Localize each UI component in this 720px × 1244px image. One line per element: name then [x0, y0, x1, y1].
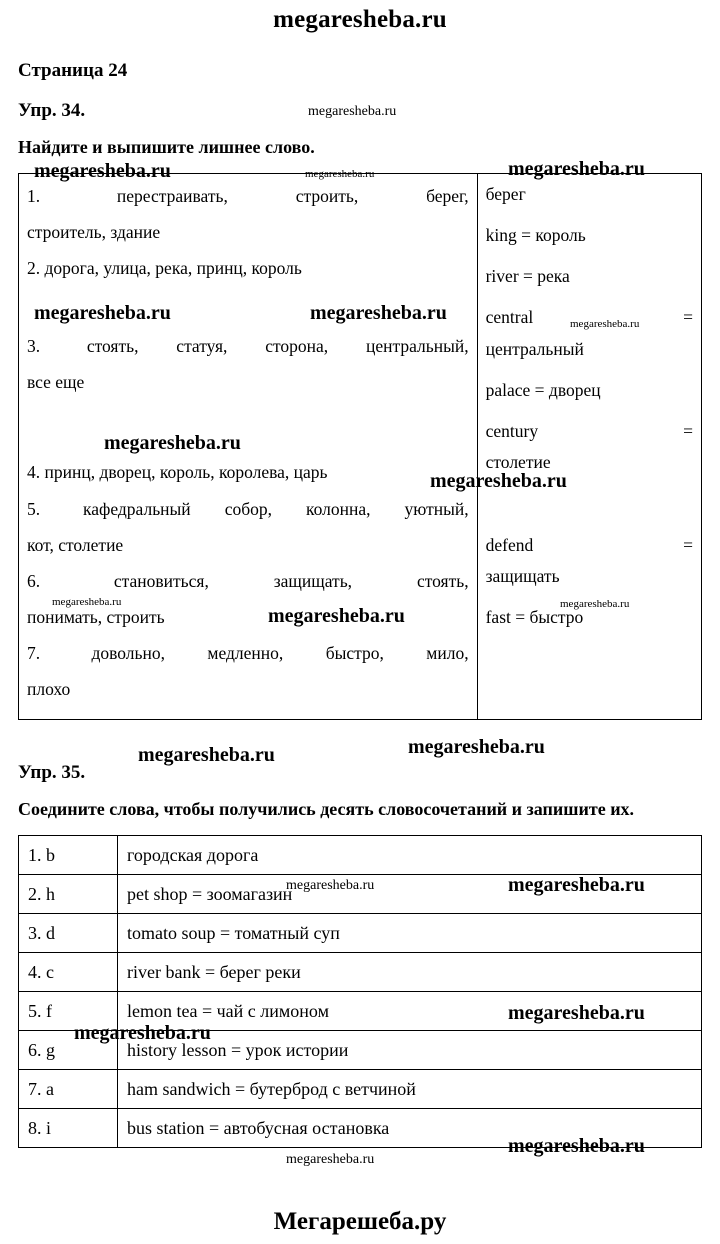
row-key: 6. g [19, 1031, 118, 1070]
row-key: 4. c [19, 953, 118, 992]
exercise-34-words-cell [19, 174, 478, 720]
row-value: городская дорога [118, 836, 702, 875]
list-item-cont: понимать, строить [27, 606, 165, 627]
watermark-text: megaresheba.ru [74, 1022, 211, 1044]
item-text: становиться, защищать, стоять, [113, 570, 469, 591]
translation-item: king = король [485, 225, 586, 246]
translation-en: defend [485, 535, 534, 555]
watermark-text: megaresheba.ru [305, 168, 375, 180]
item-number: 2. [27, 258, 41, 279]
row-key: 8. i [19, 1109, 118, 1148]
exercise-34-title: Упр. 34. [18, 100, 86, 121]
site-header: megaresheba.ru [273, 6, 447, 33]
table-row [19, 992, 702, 1031]
watermark-text: megaresheba.ru [34, 160, 171, 182]
table-row [19, 1109, 702, 1148]
translation-item [486, 532, 693, 559]
list-item-cont: все еще [27, 372, 85, 393]
equals-sign: = [683, 307, 693, 328]
watermark-text: megaresheba.ru [52, 596, 122, 608]
watermark-text: megaresheba.ru [508, 158, 645, 180]
item-number: 1. [27, 186, 41, 206]
row-value: river bank = берег реки [118, 953, 702, 992]
watermark-text: megaresheba.ru [408, 736, 545, 758]
row-value: bus station = автобусная остановка [118, 1109, 702, 1148]
row-key: 1. b [19, 836, 118, 875]
row-key: 7. a [19, 1070, 118, 1109]
item-text: кафедральный собор, колонна, уютный, [83, 498, 469, 519]
table-row [19, 174, 702, 720]
watermark-text: megaresheba.ru [310, 302, 447, 324]
watermark-text: megaresheba.ru [570, 318, 640, 330]
list-item [27, 331, 469, 361]
watermark-text: megaresheba.ru [508, 1135, 645, 1157]
watermark-text: megaresheba.ru [286, 1152, 375, 1167]
exercise-35-task: Соедините слова, чтобы получились десять словосочетаний и запишите их. [18, 799, 635, 820]
translation-item [486, 418, 693, 445]
item-number: 4. [27, 462, 41, 483]
exercise-34-translations-cell [477, 174, 701, 720]
row-key: 3. d [19, 914, 118, 953]
translation-en: central [485, 307, 534, 328]
exercise-34-table [18, 173, 702, 720]
table-row [19, 836, 702, 875]
item-text: дорога, улица, река, принц, король [44, 258, 302, 279]
table-row [19, 914, 702, 953]
list-item-cont: строитель, здание [27, 222, 161, 243]
watermark-text: megaresheba.ru [104, 432, 241, 454]
watermark-text: megaresheba.ru [560, 598, 630, 610]
watermark-text: megaresheba.ru [430, 470, 567, 492]
translation-item: fast = быстро [485, 607, 584, 628]
list-item-cont: кот, столетие [27, 534, 124, 555]
watermark-text: megaresheba.ru [508, 1002, 645, 1024]
equals-sign: = [683, 535, 693, 555]
watermark-text: megaresheba.ru [286, 878, 375, 893]
row-value: history lesson = урок истории [118, 1031, 702, 1070]
item-text: принц, дворец, король, королева, царь [44, 462, 328, 483]
row-key: 2. h [19, 875, 118, 914]
translation-item: palace = дворец [485, 379, 601, 400]
row-value: lemon tea = чай с лимоном [118, 992, 702, 1031]
list-item-cont: плохо [27, 679, 71, 700]
list-item [27, 253, 469, 283]
list-item [27, 638, 469, 668]
list-item [27, 457, 469, 487]
item-text: стоять, статуя, сторона, центральный, [86, 336, 469, 357]
table-row [19, 875, 702, 914]
exercise-35-table [18, 835, 702, 1148]
translation-item: берег [485, 184, 526, 204]
watermark-text: megaresheba.ru [138, 744, 275, 766]
table-row [19, 953, 702, 992]
watermark-text: megaresheba.ru [268, 605, 405, 627]
row-value: tomato soup = томатный суп [118, 914, 702, 953]
translation-item-cont: защищать [485, 566, 560, 587]
page-number: Страница 24 [18, 60, 128, 81]
list-item [27, 181, 469, 211]
item-number: 3. [27, 336, 41, 357]
equals-sign: = [683, 420, 693, 441]
item-number: 5. [27, 498, 41, 519]
row-key: 5. f [19, 992, 118, 1031]
item-text: перестраивать, строить, берег, [116, 186, 469, 206]
item-number: 7. [27, 642, 41, 663]
translation-item-cont: столетие [485, 451, 551, 472]
table-row [19, 1031, 702, 1070]
translation-en: century [485, 420, 539, 441]
item-number: 6. [27, 570, 41, 591]
row-value: pet shop = зоомагазин [118, 875, 702, 914]
list-item [27, 494, 469, 524]
translation-item: river = река [485, 266, 570, 287]
exercise-35-title: Упр. 35. [18, 762, 86, 784]
translation-item [486, 304, 693, 331]
watermark-text: megaresheba.ru [508, 874, 645, 896]
row-value: ham sandwich = бутерброд с ветчиной [118, 1070, 702, 1109]
item-text: довольно, медленно, быстро, мило, [91, 642, 469, 663]
watermark-text: megaresheba.ru [308, 104, 397, 119]
exercise-34-task: Найдите и выпишите лишнее слово. [18, 137, 315, 157]
watermark-text: megaresheba.ru [34, 302, 171, 324]
translation-item-cont: центральный [485, 338, 584, 359]
list-item [27, 566, 469, 596]
table-row [19, 1070, 702, 1109]
site-footer: Мегарешеба.ру [273, 1208, 447, 1235]
